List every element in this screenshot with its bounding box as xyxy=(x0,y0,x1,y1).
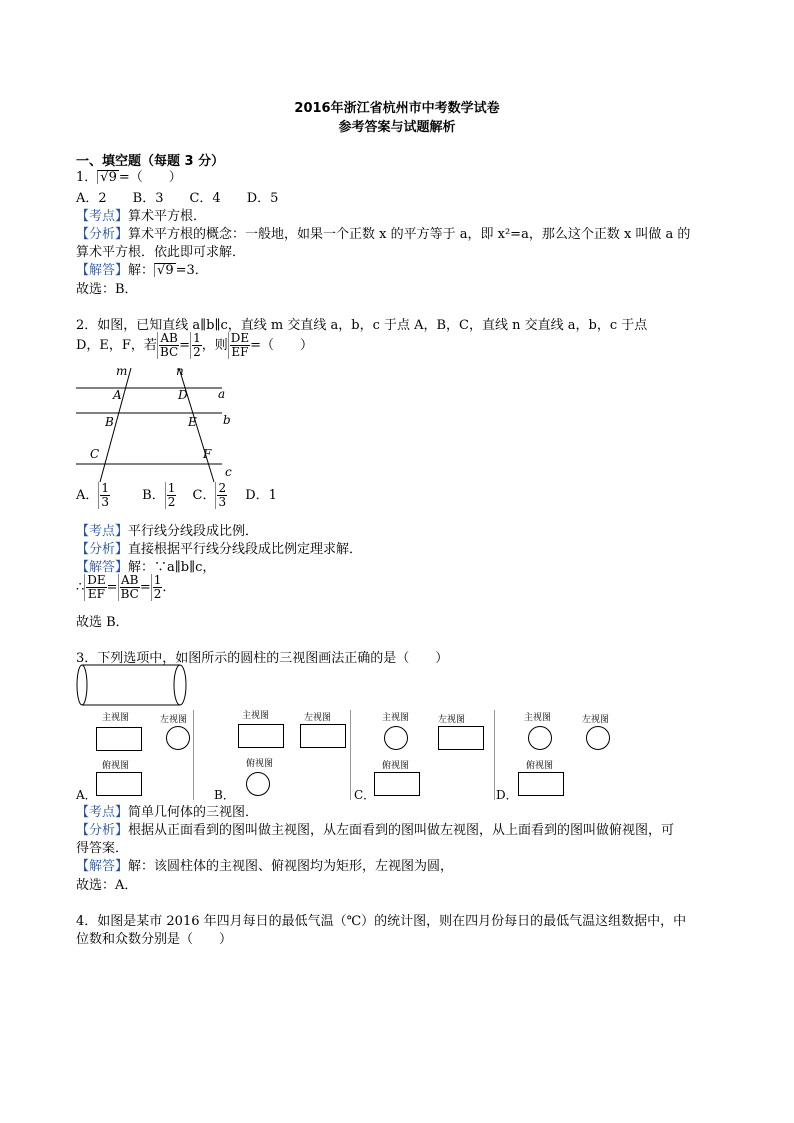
q3-option-a: A． xyxy=(76,788,97,802)
q2-option-b-frac xyxy=(165,482,177,509)
q3-option-d-panel xyxy=(496,710,616,802)
q2-option-b: B． xyxy=(142,488,165,503)
q2-option-c: C． xyxy=(192,488,216,503)
tag-kaodian: 【考点】 xyxy=(76,805,129,820)
q2-ans-frac-half xyxy=(151,574,163,601)
q3-option-a-panel xyxy=(76,710,194,802)
tag-jieda: 【解答】 xyxy=(76,560,129,575)
q2-kaodian xyxy=(76,520,258,539)
q1-number: 1． xyxy=(76,170,98,185)
q3-options xyxy=(76,710,616,802)
q1-result: 故选：B． xyxy=(76,282,138,297)
q2-ans-frac-ab-bc xyxy=(118,574,140,601)
tag-jieda: 【解答】 xyxy=(76,263,129,278)
q2-stem-pre: D，E，F，若 xyxy=(76,338,157,353)
frac-num: AB xyxy=(160,331,178,345)
divider xyxy=(193,710,194,800)
q2-stem-line1: 2．如图，已知直线 a∥b∥c，直线 m 交直线 a，b，c 于点 A，B，C，直线 n 交直线 a，b，c 于点 xyxy=(76,318,648,333)
q3-option-b: B． xyxy=(214,788,235,802)
frac-num: 1 xyxy=(193,331,201,345)
tag-kaodian: 【考点】 xyxy=(76,209,129,224)
q3-jieda-text: 解：该圆柱体的主视图、俯视图均为矩形，左视图为圆， xyxy=(128,859,454,874)
label-main-view: 主视图 xyxy=(382,713,410,723)
tag-fenxi: 【分析】 xyxy=(76,542,129,557)
q1-jieda xyxy=(76,259,208,278)
q2-frac-ab-bc xyxy=(157,332,179,359)
q1-sqrt: √9 xyxy=(97,170,119,184)
frac-den: 2 xyxy=(167,495,176,509)
q2-option-a: A． xyxy=(76,488,99,503)
label-top-view: 俯视图 xyxy=(382,761,410,771)
q3-option-b-panel xyxy=(214,710,352,802)
label-D: D xyxy=(178,388,188,402)
label-m: m xyxy=(116,366,128,378)
q1-jieda-radicand: 9 xyxy=(165,263,174,278)
cylinder-left-end xyxy=(77,665,87,705)
q1-fenxi-line2: 算术平方根．依此即可求解． xyxy=(76,245,246,260)
q3-kaodian xyxy=(76,801,258,820)
q2-result: 故选 B． xyxy=(76,615,129,630)
q2-ans-frac-de-ef xyxy=(84,574,106,601)
frac-num: 1 xyxy=(153,573,162,587)
label-top-view: 俯视图 xyxy=(246,759,274,769)
top-view-circle xyxy=(246,772,270,796)
q2-kaodian-text: 平行线分线段成比例． xyxy=(128,524,259,539)
q2-jieda-text: 解：∵a∥b∥c， xyxy=(128,560,216,575)
frac-den: BC xyxy=(120,587,139,601)
main-view-rectangle xyxy=(96,727,142,751)
therefore-sign: ∴ xyxy=(76,580,85,595)
q2-stem-end: =（ ） xyxy=(250,338,314,353)
q1-fenxi-text: 算术平方根的概念：一般地，如果一个正数 x 的平方等于 a，即 x²=a，那么这个正数 x 叫做 a 的 xyxy=(128,227,691,242)
cylinder-right-end xyxy=(174,665,186,705)
equals-sign: = xyxy=(179,338,191,353)
frac-num: 1 xyxy=(167,481,176,495)
q1-jieda-end: =3． xyxy=(175,263,208,278)
label-B: B xyxy=(105,415,114,429)
main-view-circle xyxy=(384,726,408,750)
q3-option-d: D． xyxy=(496,788,518,802)
q2-stem-line2 xyxy=(76,332,313,359)
frac-den: 2 xyxy=(153,587,162,601)
q2-stem-then: ，则 xyxy=(201,338,228,353)
label-b: b xyxy=(223,413,231,427)
q1-jieda-sqrt: √9 xyxy=(154,263,176,277)
q1-kaodian-text: 算术平方根． xyxy=(128,209,207,224)
q1-kaodian xyxy=(76,205,206,224)
equals-sign: = xyxy=(139,580,151,595)
label-F: F xyxy=(203,447,212,461)
q1-jieda-text: 解： xyxy=(128,263,155,278)
frac-num: DE xyxy=(87,573,106,587)
q3-stem: 3．下列选项中，如图所示的圆柱的三视图画法正确的是（ ） xyxy=(76,651,449,666)
q2-options xyxy=(76,482,277,509)
label-main-view: 主视图 xyxy=(242,711,270,721)
label-E: E xyxy=(188,415,197,429)
label-c: c xyxy=(225,465,232,479)
q1-fenxi xyxy=(76,223,690,242)
q2-fenxi-text: 直接根据平行线分线段成比例定理求解． xyxy=(128,542,363,557)
q3-option-c: C． xyxy=(354,788,376,802)
q1-radicand: 9 xyxy=(108,170,117,185)
tag-fenxi: 【分析】 xyxy=(76,227,129,242)
tag-jieda: 【解答】 xyxy=(76,859,129,874)
q1-stem xyxy=(76,166,182,185)
label-left-view: 左视图 xyxy=(304,713,332,723)
label-top-view: 俯视图 xyxy=(102,761,130,771)
q2-frac-half xyxy=(190,332,202,359)
q4-stem-line1: 4．如图是某市 2016 年四月每日的最低气温（℃）的统计图，则在四月份每日的最低气温这组数据中，中 xyxy=(76,914,687,929)
top-view-rectangle xyxy=(518,772,564,796)
frac-den: EF xyxy=(87,587,106,601)
left-view-circle xyxy=(586,726,610,750)
q2-parallel-lines-figure xyxy=(76,366,236,484)
document-title: 2016年浙江省杭州市中考数学试卷 xyxy=(294,101,500,116)
label-C: C xyxy=(90,447,100,461)
q2-option-c-frac xyxy=(215,482,227,509)
frac-num: 2 xyxy=(218,481,227,495)
main-view-circle xyxy=(528,726,552,750)
document-subtitle: 参考答案与试题解析 xyxy=(338,120,456,135)
q2-option-a-frac xyxy=(98,482,110,509)
label-left-view: 左视图 xyxy=(438,715,466,725)
tag-kaodian: 【考点】 xyxy=(76,524,129,539)
left-view-circle xyxy=(166,726,190,750)
frac-num: 1 xyxy=(101,481,110,495)
q2-fenxi xyxy=(76,538,362,557)
q1-stem-end: =（ ） xyxy=(118,170,182,185)
q4-stem-line2: 位数和众数分别是（ ） xyxy=(76,932,233,947)
q3-jieda xyxy=(76,855,453,874)
q3-fenxi xyxy=(76,819,674,838)
divider xyxy=(350,710,351,800)
label-a: a xyxy=(218,387,226,401)
top-view-rectangle xyxy=(96,772,142,796)
label-left-view: 左视图 xyxy=(582,715,610,725)
q3-option-c-panel xyxy=(354,710,496,802)
frac-num: DE xyxy=(230,331,250,345)
frac-num: AB xyxy=(120,573,139,587)
q3-result: 故选：A． xyxy=(76,878,138,893)
frac-den: 3 xyxy=(101,495,110,509)
section-heading: 一、填空题（每题 3 分） xyxy=(76,154,225,169)
q3-fenxi-line2: 得答案． xyxy=(76,841,129,856)
left-view-rectangle xyxy=(300,724,346,748)
q3-cylinder-figure xyxy=(76,664,190,708)
frac-den: 2 xyxy=(193,345,201,359)
q3-fenxi-text: 根据从正面看到的图叫做主视图，从左面看到的图叫做左视图，从上面看到的图叫做俯视图，可 xyxy=(128,823,675,838)
label-left-view: 左视图 xyxy=(160,715,188,725)
q1-options: A．2 B．3 C．4 D．5 xyxy=(76,191,279,206)
label-top-view: 俯视图 xyxy=(526,761,554,771)
top-view-rectangle xyxy=(374,772,420,796)
divider xyxy=(494,710,495,800)
q2-option-d: D．1 xyxy=(245,488,277,503)
left-view-rectangle xyxy=(438,726,484,750)
frac-den: 3 xyxy=(218,495,227,509)
label-main-view: 主视图 xyxy=(524,713,552,723)
main-view-rectangle xyxy=(238,724,284,748)
q2-frac-de-ef xyxy=(228,332,250,359)
q2-therefore: ∴ $\frac{DE}{EF}$ = $\frac{AB}{BC}$ = $\frac{1}{2}$ ． xyxy=(76,573,176,601)
equals-sign: = xyxy=(106,580,118,595)
frac-den: EF xyxy=(231,345,249,359)
tag-fenxi: 【分析】 xyxy=(76,823,129,838)
label-A: A xyxy=(113,388,122,402)
frac-den: BC xyxy=(159,345,179,359)
q3-kaodian-text: 简单几何体的三视图． xyxy=(128,805,259,820)
label-main-view: 主视图 xyxy=(102,713,130,723)
label-n: n xyxy=(176,366,184,378)
